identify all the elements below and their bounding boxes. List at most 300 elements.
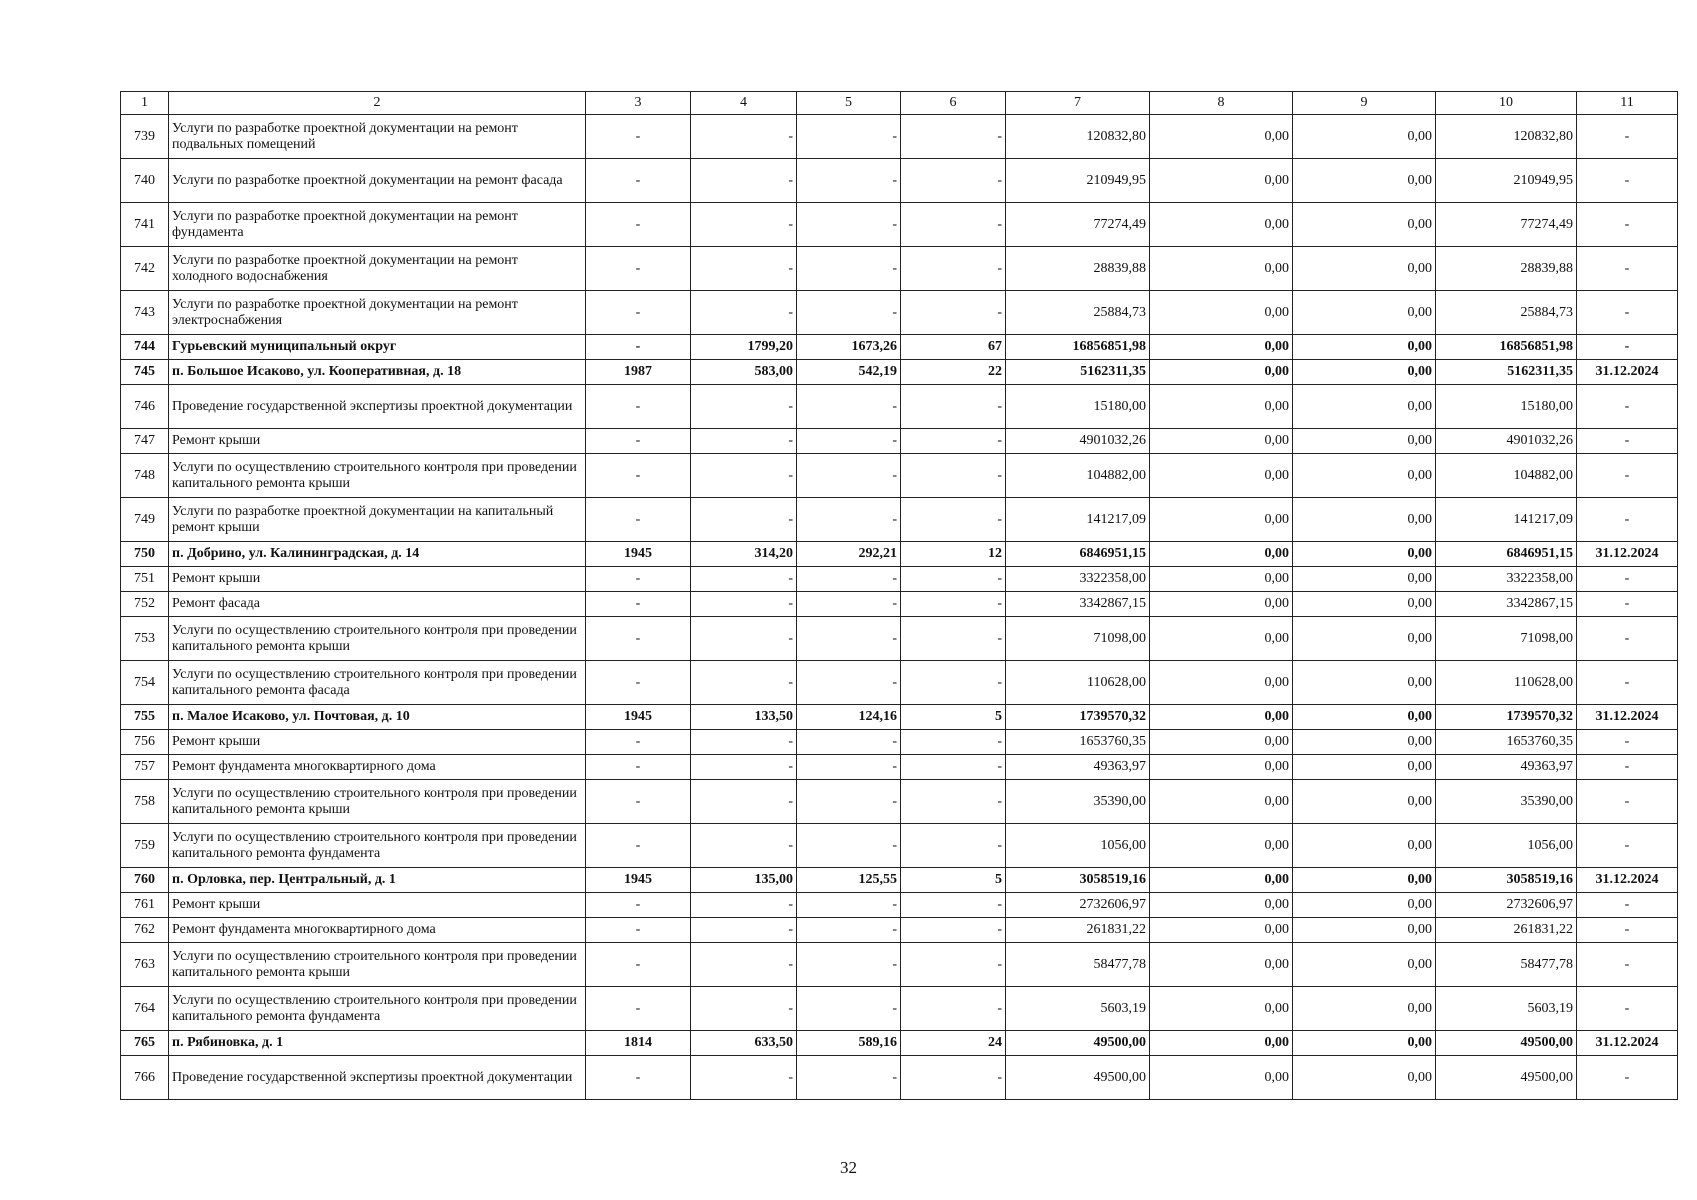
residents-cell: - [901, 1056, 1006, 1100]
year-cell: - [586, 247, 691, 291]
residents-cell: 67 [901, 335, 1006, 360]
cost-total-cell: 71098,00 [1006, 617, 1150, 661]
deadline-cell: - [1577, 385, 1678, 429]
description-cell: Услуги по осуществлению строительного контроля при проведении капитального ремонта крыши [169, 943, 586, 987]
deadline-cell: - [1577, 617, 1678, 661]
year-cell: - [586, 203, 691, 247]
cost-total-cell: 2732606,97 [1006, 893, 1150, 918]
column-header: 2 [169, 92, 586, 115]
year-cell: - [586, 567, 691, 592]
fund-owners-cell: 110628,00 [1436, 661, 1577, 705]
cost-total-cell: 1056,00 [1006, 824, 1150, 868]
area-living-cell: - [797, 203, 901, 247]
area-living-cell: - [797, 893, 901, 918]
fund-owners-cell: 71098,00 [1436, 617, 1577, 661]
area-living-cell: 124,16 [797, 705, 901, 730]
column-header: 6 [901, 92, 1006, 115]
description-cell: Услуги по разработке проектной документации на ремонт фундамента [169, 203, 586, 247]
table-row [121, 780, 1678, 824]
fund-regional-cell: 0,00 [1293, 335, 1436, 360]
table-row [121, 1031, 1678, 1056]
fund-federal-cell: 0,00 [1150, 335, 1293, 360]
residents-cell: - [901, 385, 1006, 429]
cost-total-cell: 3058519,16 [1006, 868, 1150, 893]
row-number-cell: 765 [121, 1031, 169, 1056]
year-cell: - [586, 429, 691, 454]
area-living-cell: 589,16 [797, 1031, 901, 1056]
deadline-cell: - [1577, 824, 1678, 868]
cost-total-cell: 5603,19 [1006, 987, 1150, 1031]
fund-regional-cell: 0,00 [1293, 385, 1436, 429]
area-total-cell: - [691, 893, 797, 918]
fund-regional-cell: 0,00 [1293, 159, 1436, 203]
area-living-cell: - [797, 780, 901, 824]
fund-federal-cell: 0,00 [1150, 987, 1293, 1031]
fund-owners-cell: 120832,80 [1436, 115, 1577, 159]
residents-cell: - [901, 943, 1006, 987]
year-cell: 1945 [586, 868, 691, 893]
residents-cell: - [901, 247, 1006, 291]
area-total-cell: - [691, 115, 797, 159]
description-cell: Услуги по разработке проектной документации на ремонт электроснабжения [169, 291, 586, 335]
year-cell: - [586, 159, 691, 203]
cost-total-cell: 5162311,35 [1006, 360, 1150, 385]
deadline-cell: 31.12.2024 [1577, 1031, 1678, 1056]
deadline-cell: - [1577, 454, 1678, 498]
row-number-cell: 749 [121, 498, 169, 542]
row-number-cell: 739 [121, 115, 169, 159]
area-living-cell: - [797, 567, 901, 592]
table-row [121, 705, 1678, 730]
fund-regional-cell: 0,00 [1293, 429, 1436, 454]
area-living-cell: - [797, 1056, 901, 1100]
fund-regional-cell: 0,00 [1293, 567, 1436, 592]
table-row [121, 335, 1678, 360]
row-number-cell: 761 [121, 893, 169, 918]
fund-owners-cell: 6846951,15 [1436, 542, 1577, 567]
column-header: 7 [1006, 92, 1150, 115]
fund-regional-cell: 0,00 [1293, 454, 1436, 498]
cost-total-cell: 1653760,35 [1006, 730, 1150, 755]
area-total-cell: 1799,20 [691, 335, 797, 360]
area-total-cell: - [691, 661, 797, 705]
area-living-cell: - [797, 385, 901, 429]
area-living-cell: 125,55 [797, 868, 901, 893]
year-cell: - [586, 780, 691, 824]
area-total-cell: 135,00 [691, 868, 797, 893]
description-cell: Ремонт фундамента многоквартирного дома [169, 918, 586, 943]
year-cell: - [586, 617, 691, 661]
deadline-cell: - [1577, 1056, 1678, 1100]
area-living-cell: - [797, 918, 901, 943]
area-total-cell: - [691, 755, 797, 780]
row-number-cell: 757 [121, 755, 169, 780]
fund-regional-cell: 0,00 [1293, 115, 1436, 159]
cost-total-cell: 28839,88 [1006, 247, 1150, 291]
fund-federal-cell: 0,00 [1150, 1031, 1293, 1056]
fund-federal-cell: 0,00 [1150, 780, 1293, 824]
fund-owners-cell: 1056,00 [1436, 824, 1577, 868]
area-total-cell: 133,50 [691, 705, 797, 730]
description-cell: Услуги по разработке проектной документации на капитальный ремонт крыши [169, 498, 586, 542]
row-number-cell: 756 [121, 730, 169, 755]
fund-federal-cell: 0,00 [1150, 943, 1293, 987]
fund-regional-cell: 0,00 [1293, 661, 1436, 705]
fund-regional-cell: 0,00 [1293, 755, 1436, 780]
column-header: 11 [1577, 92, 1678, 115]
area-living-cell: - [797, 592, 901, 617]
fund-federal-cell: 0,00 [1150, 661, 1293, 705]
fund-federal-cell: 0,00 [1150, 454, 1293, 498]
deadline-cell: - [1577, 291, 1678, 335]
year-cell: 1945 [586, 705, 691, 730]
table-row [121, 247, 1678, 291]
description-cell: Ремонт крыши [169, 893, 586, 918]
cost-total-cell: 261831,22 [1006, 918, 1150, 943]
deadline-cell: - [1577, 755, 1678, 780]
area-living-cell: - [797, 730, 901, 755]
year-cell: - [586, 291, 691, 335]
area-total-cell: - [691, 159, 797, 203]
area-total-cell: - [691, 1056, 797, 1100]
residents-cell: 22 [901, 360, 1006, 385]
row-number-cell: 759 [121, 824, 169, 868]
fund-regional-cell: 0,00 [1293, 247, 1436, 291]
fund-owners-cell: 3322358,00 [1436, 567, 1577, 592]
table-row [121, 943, 1678, 987]
description-cell: п. Добрино, ул. Калининградская, д. 14 [169, 542, 586, 567]
fund-regional-cell: 0,00 [1293, 987, 1436, 1031]
row-number-cell: 744 [121, 335, 169, 360]
area-living-cell: 542,19 [797, 360, 901, 385]
fund-regional-cell: 0,00 [1293, 705, 1436, 730]
table-row [121, 115, 1678, 159]
table-row [121, 918, 1678, 943]
column-header: 9 [1293, 92, 1436, 115]
area-total-cell: - [691, 943, 797, 987]
year-cell: - [586, 115, 691, 159]
year-cell: - [586, 824, 691, 868]
row-number-cell: 752 [121, 592, 169, 617]
deadline-cell: - [1577, 335, 1678, 360]
year-cell: - [586, 454, 691, 498]
deadline-cell: - [1577, 592, 1678, 617]
year-cell: - [586, 893, 691, 918]
residents-cell: 5 [901, 868, 1006, 893]
area-total-cell: - [691, 617, 797, 661]
residents-cell: - [901, 918, 1006, 943]
area-living-cell: - [797, 824, 901, 868]
cost-total-cell: 141217,09 [1006, 498, 1150, 542]
area-living-cell: - [797, 454, 901, 498]
deadline-cell: - [1577, 661, 1678, 705]
fund-federal-cell: 0,00 [1150, 385, 1293, 429]
description-cell: п. Орловка, пер. Центральный, д. 1 [169, 868, 586, 893]
fund-owners-cell: 35390,00 [1436, 780, 1577, 824]
area-total-cell: - [691, 454, 797, 498]
row-number-cell: 745 [121, 360, 169, 385]
area-living-cell: - [797, 429, 901, 454]
fund-regional-cell: 0,00 [1293, 203, 1436, 247]
table-row [121, 1056, 1678, 1100]
row-number-cell: 762 [121, 918, 169, 943]
description-cell: Ремонт крыши [169, 730, 586, 755]
cost-total-cell: 110628,00 [1006, 661, 1150, 705]
fund-owners-cell: 141217,09 [1436, 498, 1577, 542]
area-living-cell: - [797, 159, 901, 203]
area-living-cell: - [797, 943, 901, 987]
residents-cell: - [901, 203, 1006, 247]
description-cell: Услуги по разработке проектной документации на ремонт фасада [169, 159, 586, 203]
residents-cell: - [901, 987, 1006, 1031]
area-total-cell: 633,50 [691, 1031, 797, 1056]
area-total-cell: - [691, 592, 797, 617]
description-cell: Гурьевский муниципальный округ [169, 335, 586, 360]
fund-owners-cell: 1739570,32 [1436, 705, 1577, 730]
description-cell: Ремонт крыши [169, 429, 586, 454]
fund-owners-cell: 210949,95 [1436, 159, 1577, 203]
row-number-cell: 740 [121, 159, 169, 203]
cost-total-cell: 3322358,00 [1006, 567, 1150, 592]
header-row [121, 92, 1678, 115]
table-row [121, 824, 1678, 868]
residents-cell: - [901, 780, 1006, 824]
fund-owners-cell: 58477,78 [1436, 943, 1577, 987]
fund-federal-cell: 0,00 [1150, 542, 1293, 567]
table-row [121, 291, 1678, 335]
table-row [121, 360, 1678, 385]
year-cell: - [586, 385, 691, 429]
column-header: 8 [1150, 92, 1293, 115]
fund-regional-cell: 0,00 [1293, 360, 1436, 385]
fund-owners-cell: 49500,00 [1436, 1031, 1577, 1056]
deadline-cell: - [1577, 780, 1678, 824]
fund-owners-cell: 15180,00 [1436, 385, 1577, 429]
deadline-cell: - [1577, 247, 1678, 291]
fund-regional-cell: 0,00 [1293, 943, 1436, 987]
fund-federal-cell: 0,00 [1150, 617, 1293, 661]
cost-total-cell: 120832,80 [1006, 115, 1150, 159]
fund-regional-cell: 0,00 [1293, 1056, 1436, 1100]
deadline-cell: - [1577, 498, 1678, 542]
fund-regional-cell: 0,00 [1293, 542, 1436, 567]
row-number-cell: 766 [121, 1056, 169, 1100]
residents-cell: - [901, 755, 1006, 780]
description-cell: Проведение государственной экспертизы проектной документации [169, 1056, 586, 1100]
description-cell: п. Малое Исаково, ул. Почтовая, д. 10 [169, 705, 586, 730]
fund-federal-cell: 0,00 [1150, 868, 1293, 893]
cost-total-cell: 58477,78 [1006, 943, 1150, 987]
area-total-cell: - [691, 780, 797, 824]
year-cell: - [586, 987, 691, 1031]
year-cell: 1814 [586, 1031, 691, 1056]
area-total-cell: - [691, 203, 797, 247]
cost-total-cell: 16856851,98 [1006, 335, 1150, 360]
cost-total-cell: 15180,00 [1006, 385, 1150, 429]
table-row [121, 592, 1678, 617]
table-row [121, 203, 1678, 247]
fund-owners-cell: 3342867,15 [1436, 592, 1577, 617]
row-number-cell: 754 [121, 661, 169, 705]
fund-regional-cell: 0,00 [1293, 868, 1436, 893]
row-number-cell: 750 [121, 542, 169, 567]
fund-regional-cell: 0,00 [1293, 617, 1436, 661]
fund-owners-cell: 25884,73 [1436, 291, 1577, 335]
year-cell: - [586, 1056, 691, 1100]
data-table [120, 91, 1678, 1100]
row-number-cell: 746 [121, 385, 169, 429]
fund-owners-cell: 1653760,35 [1436, 730, 1577, 755]
area-living-cell: - [797, 987, 901, 1031]
row-number-cell: 741 [121, 203, 169, 247]
area-total-cell: - [691, 567, 797, 592]
row-number-cell: 743 [121, 291, 169, 335]
area-living-cell: - [797, 115, 901, 159]
residents-cell: - [901, 115, 1006, 159]
fund-federal-cell: 0,00 [1150, 567, 1293, 592]
fund-regional-cell: 0,00 [1293, 918, 1436, 943]
cost-total-cell: 1739570,32 [1006, 705, 1150, 730]
area-living-cell: - [797, 247, 901, 291]
year-cell: - [586, 918, 691, 943]
row-number-cell: 742 [121, 247, 169, 291]
table-row [121, 159, 1678, 203]
fund-owners-cell: 2732606,97 [1436, 893, 1577, 918]
fund-federal-cell: 0,00 [1150, 429, 1293, 454]
fund-regional-cell: 0,00 [1293, 780, 1436, 824]
fund-federal-cell: 0,00 [1150, 115, 1293, 159]
fund-federal-cell: 0,00 [1150, 824, 1293, 868]
cost-total-cell: 6846951,15 [1006, 542, 1150, 567]
row-number-cell: 763 [121, 943, 169, 987]
fund-owners-cell: 5603,19 [1436, 987, 1577, 1031]
fund-federal-cell: 0,00 [1150, 247, 1293, 291]
fund-federal-cell: 0,00 [1150, 498, 1293, 542]
fund-regional-cell: 0,00 [1293, 498, 1436, 542]
fund-owners-cell: 49363,97 [1436, 755, 1577, 780]
area-living-cell: - [797, 291, 901, 335]
row-number-cell: 748 [121, 454, 169, 498]
cost-total-cell: 49500,00 [1006, 1056, 1150, 1100]
description-cell: Услуги по осуществлению строительного контроля при проведении капитального ремонта фундамента [169, 987, 586, 1031]
year-cell: - [586, 592, 691, 617]
cost-total-cell: 4901032,26 [1006, 429, 1150, 454]
table-row [121, 429, 1678, 454]
row-number-cell: 764 [121, 987, 169, 1031]
cost-total-cell: 3342867,15 [1006, 592, 1150, 617]
deadline-cell: - [1577, 943, 1678, 987]
column-header: 4 [691, 92, 797, 115]
area-total-cell: - [691, 730, 797, 755]
residents-cell: - [901, 429, 1006, 454]
cost-total-cell: 210949,95 [1006, 159, 1150, 203]
table-row [121, 893, 1678, 918]
description-cell: п. Рябиновка, д. 1 [169, 1031, 586, 1056]
deadline-cell: - [1577, 159, 1678, 203]
residents-cell: 12 [901, 542, 1006, 567]
fund-federal-cell: 0,00 [1150, 755, 1293, 780]
deadline-cell: - [1577, 115, 1678, 159]
area-total-cell: - [691, 824, 797, 868]
year-cell: - [586, 335, 691, 360]
fund-regional-cell: 0,00 [1293, 730, 1436, 755]
table-row [121, 385, 1678, 429]
residents-cell: - [901, 291, 1006, 335]
area-living-cell: - [797, 617, 901, 661]
year-cell: - [586, 755, 691, 780]
description-cell: Услуги по разработке проектной документации на ремонт подвальных помещений [169, 115, 586, 159]
row-number-cell: 760 [121, 868, 169, 893]
year-cell: - [586, 730, 691, 755]
residents-cell: - [901, 454, 1006, 498]
fund-federal-cell: 0,00 [1150, 360, 1293, 385]
description-cell: Услуги по разработке проектной документации на ремонт холодного водоснабжения [169, 247, 586, 291]
table-row [121, 617, 1678, 661]
fund-regional-cell: 0,00 [1293, 291, 1436, 335]
row-number-cell: 758 [121, 780, 169, 824]
fund-federal-cell: 0,00 [1150, 291, 1293, 335]
page-number: 32 [840, 1158, 857, 1177]
residents-cell: 5 [901, 705, 1006, 730]
deadline-cell: - [1577, 730, 1678, 755]
table-row [121, 755, 1678, 780]
area-total-cell: - [691, 429, 797, 454]
area-living-cell: - [797, 661, 901, 705]
description-cell: Проведение государственной экспертизы проектной документации [169, 385, 586, 429]
cost-total-cell: 49363,97 [1006, 755, 1150, 780]
year-cell: - [586, 661, 691, 705]
deadline-cell: 31.12.2024 [1577, 705, 1678, 730]
fund-federal-cell: 0,00 [1150, 159, 1293, 203]
fund-owners-cell: 28839,88 [1436, 247, 1577, 291]
fund-federal-cell: 0,00 [1150, 705, 1293, 730]
table-row [121, 868, 1678, 893]
residents-cell: - [901, 730, 1006, 755]
cost-total-cell: 77274,49 [1006, 203, 1150, 247]
description-cell: Ремонт фасада [169, 592, 586, 617]
fund-regional-cell: 0,00 [1293, 893, 1436, 918]
table-row [121, 730, 1678, 755]
table-row [121, 567, 1678, 592]
deadline-cell: 31.12.2024 [1577, 868, 1678, 893]
residents-cell: - [901, 567, 1006, 592]
residents-cell: - [901, 824, 1006, 868]
year-cell: - [586, 498, 691, 542]
area-living-cell: - [797, 755, 901, 780]
deadline-cell: - [1577, 203, 1678, 247]
fund-federal-cell: 0,00 [1150, 592, 1293, 617]
description-cell: Услуги по осуществлению строительного контроля при проведении капитального ремонта фундамента [169, 824, 586, 868]
residents-cell: - [901, 159, 1006, 203]
fund-owners-cell: 16856851,98 [1436, 335, 1577, 360]
area-living-cell: 292,21 [797, 542, 901, 567]
description-cell: Услуги по осуществлению строительного контроля при проведении капитального ремонта крыши [169, 454, 586, 498]
residents-cell: - [901, 661, 1006, 705]
area-living-cell: 1673,26 [797, 335, 901, 360]
fund-owners-cell: 261831,22 [1436, 918, 1577, 943]
area-total-cell: - [691, 291, 797, 335]
description-cell: Ремонт фундамента многоквартирного дома [169, 755, 586, 780]
deadline-cell: - [1577, 918, 1678, 943]
deadline-cell: - [1577, 893, 1678, 918]
fund-owners-cell: 104882,00 [1436, 454, 1577, 498]
area-total-cell: 583,00 [691, 360, 797, 385]
cost-total-cell: 104882,00 [1006, 454, 1150, 498]
residents-cell: - [901, 893, 1006, 918]
fund-federal-cell: 0,00 [1150, 893, 1293, 918]
column-header: 10 [1436, 92, 1577, 115]
description-cell: Ремонт крыши [169, 567, 586, 592]
